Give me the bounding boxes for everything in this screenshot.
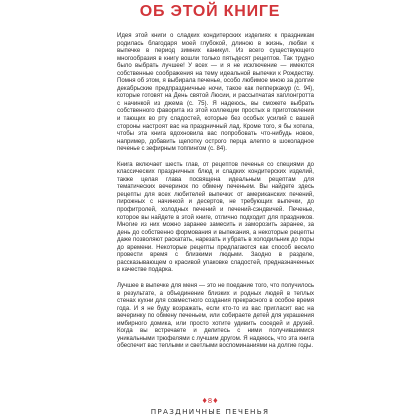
paragraph-2: Книга включает шесть глав, от рецептов печенья со специями до классических праздничных блюд и сладких кондитерских изделий, также целая глава посвящена идеальным рецептам для тематических вечеринок по обмену печеньем. Вы найдете здесь рецепты для всех любителей выпечки: от американских печений, пирожных с начинкой и десертов, не требующих выпечки, до профитролей, холодных печений и печений-сэндвичей. Печенье, которое вы найдете в этой книге, отлично подходит для праздников. Многие из них можно заранее замесить и заморозить заранее, за день до собственно формования и выпекания, а некоторые рецепты даже позволяют раскатать, нарезать и убрать в холодильник до поры до времени. Некоторые рецепты предлагаются как способ весело провести время с близкими людьми. Заодно в разделе, рассказывающем о красивой упаковке сладостей, предназначенных в качестве подарка. xyxy=(117,161,314,274)
page-footer xyxy=(0,397,420,416)
page-title: ОБ ЭТОЙ КНИГЕ xyxy=(139,3,281,20)
page-number-mark: ♦8♦ xyxy=(201,397,219,405)
book-title: ПРАЗДНИЧНЫЕ ПЕЧЕНЬЯ xyxy=(150,407,270,416)
body-text xyxy=(117,33,314,351)
paragraph-1: Идея этой книги о сладких кондитерских изделиях к праздникам родилась благодаря моей глубокой, длиною в жизнь, любви к выпечке в период зимних каникул. Из всего существующего многообразия в книгу вошли только пятьдесят рецептов. Так трудно было выбрать лучшее! У всех — и я не исключение — имеются собственные соображения на тему идеальной выпечки к Рождеству. Помня об этом, я выбирала печенье, особо любимое мною за долгие декабрьские предпраздничные ночи, такое как пепперкакур (с. 94), которые готовят на День святой Люсии, и рассыпчатая хаплонгротта с начинкой из джема (с. 75). Я надеюсь, вы сможете выбрать собственного фаворита из этой коллекции простых в приготовлении и тающих во рту сладостей, которые без особых усилий с вашей стороны настроят вас на праздничный лад. Кроме того, я бы хотела, чтобы эта книга вдохновила вас попробовать что-нибудь новое, например, добавить щепотку острого перца алеппо в шоколадное печенье с зефирным топпингом (с. 84). xyxy=(117,33,314,153)
paragraph-3: Лучшее в выпечке для меня — это не поедание того, что получилось в результате, а объединение близких и родных людей в теплых стенах кухни для совместного создания прекрасного в особое время года. И я не буду возражать, если кто-то из вас пригласит вас на вечеринку по обмену печеньем, или собираете детей для украшения имбирного домика, или просто хотите удивить соседей и друзей. Когда вы встречаете и делитесь с ними получившимися уникальными трюфелями с лучшим другом. Я надеюсь, что эта книга обеспечит вас теплыми и светлыми воспоминаниями на долгие годы. xyxy=(117,282,314,350)
